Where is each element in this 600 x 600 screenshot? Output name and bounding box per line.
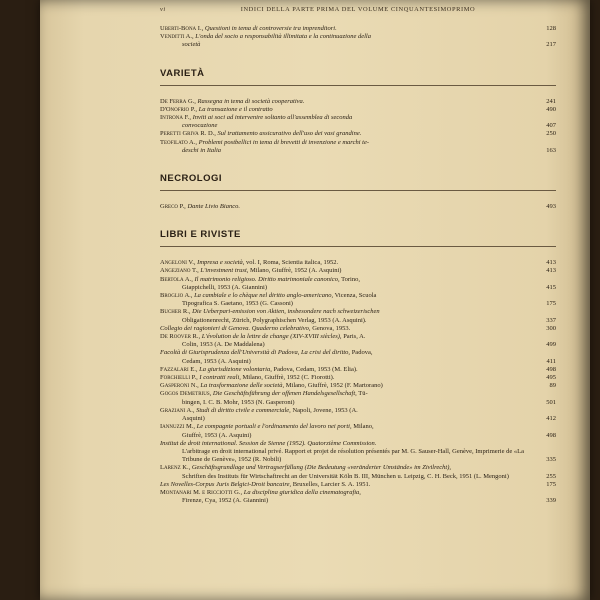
entry-author: Venditti A.,	[160, 33, 194, 41]
index-entry	[160, 308, 556, 324]
entry-continuation: Cedam, 1953 (A. Asquini)	[182, 357, 251, 365]
entry-author: Angeziano T.,	[160, 267, 199, 275]
entry-continuation: Giappichelli, 1953 (A. Giannini)	[182, 283, 268, 291]
entry-author: Iannuzzi M.,	[160, 423, 196, 431]
index-entry	[160, 481, 556, 489]
entry-title: Die Geschäftsführung der offenen Handelsgesellschaft,	[212, 390, 357, 398]
entry-title: La cambiale e lo chèque nel diritto anglo-americano,	[194, 292, 334, 300]
entry-continuation: Giuffrè, 1953 (A. Asquini)	[182, 431, 252, 439]
entry-page-number: 255	[546, 472, 556, 480]
entry-title: La trasformazione delle società,	[200, 382, 285, 390]
index-entry	[160, 267, 556, 275]
entry-title: Problemi postbellici in tema di brevetti di invenzione e marchi te-	[198, 138, 370, 146]
index-entry	[160, 106, 556, 114]
entry-continuation: Schriften des Instituts für Wirtschaftrecht an der Universität Köln B. III, München u. Leipzig, C. H. Beck, 1951 (L. Mengoni)	[182, 472, 509, 480]
entry-continuation: deschi in Italia	[182, 146, 221, 154]
entry-author: Teofilato A.,	[160, 138, 197, 146]
entry-title: La giurisdizione volontaria,	[199, 365, 272, 373]
entry-title: Collegio dei ragionieri di Genova. Quaderno celebrativo,	[160, 324, 311, 332]
header-page-number: vi	[160, 6, 166, 13]
entry-publication: Milano,	[351, 423, 374, 431]
entry-page-number: 175	[546, 480, 556, 488]
entry-author: Broglio A.,	[160, 292, 193, 300]
necrologi-entries-list	[160, 203, 556, 211]
entry-author: Introna F.,	[160, 114, 191, 122]
entry-publication: Napoli, Jovene, 1953 (A.	[290, 406, 358, 414]
entry-publication: Bruxelles, Larcier S. A. 1951.	[291, 480, 371, 488]
entry-title: Impresa e società,	[197, 259, 245, 267]
entry-author: Angeloni V.,	[160, 259, 196, 267]
index-entry	[160, 382, 556, 390]
index-entry	[160, 139, 556, 155]
entry-publication: Milano, Giuffrè, 1952 (F. Martorano)	[284, 382, 383, 390]
entry-title: L'évolution de la lettre de change (XIV-XVIII siècles),	[201, 333, 342, 341]
libri-entries-list	[160, 259, 556, 505]
section-rule	[160, 246, 556, 247]
entry-continuation: convocazione	[182, 122, 218, 130]
entry-publication: Padova,	[350, 349, 373, 357]
entry-page-number: 300	[546, 324, 556, 332]
index-entry	[160, 130, 556, 138]
entry-title: Rassegna in tema di società cooperativa.	[197, 97, 305, 105]
document-page	[40, 0, 590, 600]
entry-title: Les Novelles-Corpus Juris Belgici-Droit bancaire,	[160, 480, 292, 488]
entry-title: Sul trattamento assicurativo dell'uso dei vasi grandine.	[217, 130, 362, 138]
index-entry	[160, 203, 556, 211]
entry-page-number: 217	[546, 41, 556, 49]
entry-continuation: Asquini)	[182, 415, 205, 423]
index-entry	[160, 423, 556, 439]
entry-page-number: 339	[546, 497, 556, 505]
index-entry	[160, 33, 556, 49]
index-entry	[160, 440, 556, 465]
entry-title: Questioni in tema di controversie tra imprenditori.	[204, 25, 337, 32]
entry-page-number: 490	[546, 105, 556, 113]
entry-continuation: bingen, I. C. B. Mohr, 1953 (N. Gasperoni)	[182, 398, 295, 406]
entry-publication: Milano, Giuffrè, 1952 (A. Asquini)	[248, 267, 342, 275]
entry-page-number: 415	[546, 283, 556, 291]
index-entry	[160, 366, 556, 374]
entry-author: Fazzalari E.,	[160, 365, 198, 373]
entry-title: L'onda del socio a responsabilità illimitata e la continuazione della	[195, 33, 371, 41]
entry-title: Il matrimonio religioso. Diritto matrimoniale canonico,	[194, 275, 340, 283]
entry-author: De Ferra G.,	[160, 97, 196, 105]
entry-publication: Paris, A.	[341, 333, 366, 341]
entry-page-number: 241	[546, 97, 556, 105]
entry-continuation: Colin, 1953 (A. De Maddalena)	[182, 341, 265, 349]
index-entry	[160, 325, 556, 333]
index-entry	[160, 25, 556, 33]
index-entry	[160, 374, 556, 382]
entry-author: Bucher R.,	[160, 308, 191, 316]
page-content	[160, 6, 556, 505]
entry-author: Bertola A.,	[160, 275, 193, 283]
entry-page-number: 498	[546, 431, 556, 439]
index-entry	[160, 489, 556, 505]
entry-title: Dante Livio Bianco.	[187, 203, 240, 211]
entry-page-number: 89	[549, 382, 556, 390]
entry-publication: Padova, Cedam, 1953 (M. Elia).	[271, 365, 358, 373]
entry-author: Larenz K.,	[160, 464, 191, 472]
entry-title: Facoltà di Giurisprudenza dell'Università di Padova, La crisi del diritto,	[160, 349, 351, 357]
entry-author: Graziani A.,	[160, 406, 195, 414]
entry-title: I contratti reali,	[199, 374, 241, 382]
entry-page-number: 411	[546, 357, 556, 365]
index-entry	[160, 98, 556, 106]
entry-page-number: 337	[546, 316, 556, 324]
entry-continuation: L'arbitrage en droit international privé. Rapport et projet de résolution présentés par M. G. Sauser-Hall, Genève, Imprimerie de «La Tribune de Genève», 1952 (R. Nobili)	[182, 447, 524, 464]
section-rule	[160, 85, 556, 86]
entry-title: Le compagnie portuali e l'ordinamento del lavoro nei porti,	[196, 423, 352, 431]
index-entry	[160, 276, 556, 292]
entry-author: D'Onofrio P.,	[160, 105, 197, 113]
entry-page-number: 493	[546, 203, 556, 211]
index-entry	[160, 407, 556, 423]
entry-page-number: 413	[546, 259, 556, 267]
index-entry	[160, 349, 556, 365]
entry-title: L'investment trust,	[200, 267, 249, 275]
entry-page-number: 175	[546, 300, 556, 308]
entry-author: De Roover R.,	[160, 333, 201, 341]
entry-page-number: 498	[546, 365, 556, 373]
entry-page-number: 499	[546, 341, 556, 349]
entry-title: Institut de droit international. Session de Sienne (1952). Quatorzième Commission.	[160, 439, 377, 447]
index-entry	[160, 292, 556, 308]
header-title: INDICI DELLA PARTE PRIMA DEL VOLUME CINQUANTESIMOPRIMO	[240, 6, 476, 13]
section-heading-necrologi: NECROLOGI	[160, 173, 223, 185]
entry-page-number: 250	[546, 130, 556, 138]
entry-author: Gasperoni N.,	[160, 382, 199, 390]
entry-title: Studi di diritto civile e commerciale,	[196, 406, 291, 414]
entry-author: Greco P.,	[160, 203, 186, 211]
index-entry	[160, 259, 556, 267]
entry-author: Gogos Demetrius,	[160, 390, 212, 398]
section-heading-varieta: VARIETÀ	[160, 67, 205, 79]
index-entry	[160, 464, 556, 480]
index-entry	[160, 333, 556, 349]
entry-continuation: Tipografica S. Gaetano, 1953 (G. Cassoni)	[182, 300, 293, 308]
index-entry	[160, 114, 556, 130]
section-heading-libri: LIBRI E RIVISTE	[160, 229, 241, 241]
index-entry	[160, 390, 556, 406]
entry-publication: Milano, Giuffrè, 1952 (C. Fiorotti).	[240, 374, 335, 382]
entry-author: Peretti Griva R. D.,	[160, 130, 216, 138]
entry-page-number: 412	[546, 415, 556, 423]
entry-publication: Genova, 1953.	[310, 324, 351, 332]
entry-page-number: 335	[546, 456, 556, 464]
entry-title: La disciplina giuridica della cinematografia,	[243, 488, 361, 496]
entry-title: Geschäftsgrundlage und Vertragserfüllung (Die Bedeutung «veränderter Umstände» im Zivilrecht),	[191, 464, 452, 472]
running-header	[160, 6, 556, 13]
entry-page-number: 413	[546, 267, 556, 275]
entry-title: Die Ueberpari-emission von Aktien, insbesondere nach schweizerischen	[192, 308, 380, 316]
entry-continuation: Firenze, Cya, 1952 (A. Giannini)	[182, 497, 269, 505]
entry-page-number: 407	[546, 122, 556, 130]
entry-continuation: Obligationenrecht, Zürich, Polygraphischen Verlag, 1953 (A. Asquini).	[182, 316, 367, 324]
entry-page-number: 163	[546, 146, 556, 154]
entry-title: La transazione e il contratto	[198, 105, 273, 113]
entry-page-number: 495	[546, 374, 556, 382]
entry-page-number: 128	[546, 25, 556, 32]
top-entries-list	[160, 25, 556, 50]
entry-publication: Tü-	[356, 390, 368, 398]
entry-publication: vol. I, Roma, Scientia italica, 1952.	[244, 259, 339, 267]
section-rule	[160, 190, 556, 191]
varieta-entries-list	[160, 98, 556, 155]
entry-continuation: società	[182, 41, 201, 49]
entry-publication: Vicenza, Scuola	[333, 292, 377, 300]
entry-author: Uberti-Bona I.,	[160, 25, 204, 32]
entry-title: Inviti ai soci ad intervenire soltanto all'assemblea di seconda	[192, 114, 353, 122]
entry-page-number: 501	[546, 398, 556, 406]
entry-author: Montanari M. e Ricciotti G.,	[160, 488, 243, 496]
entry-author: Forchielli P.,	[160, 374, 198, 382]
entry-publication: Torino,	[339, 275, 360, 283]
